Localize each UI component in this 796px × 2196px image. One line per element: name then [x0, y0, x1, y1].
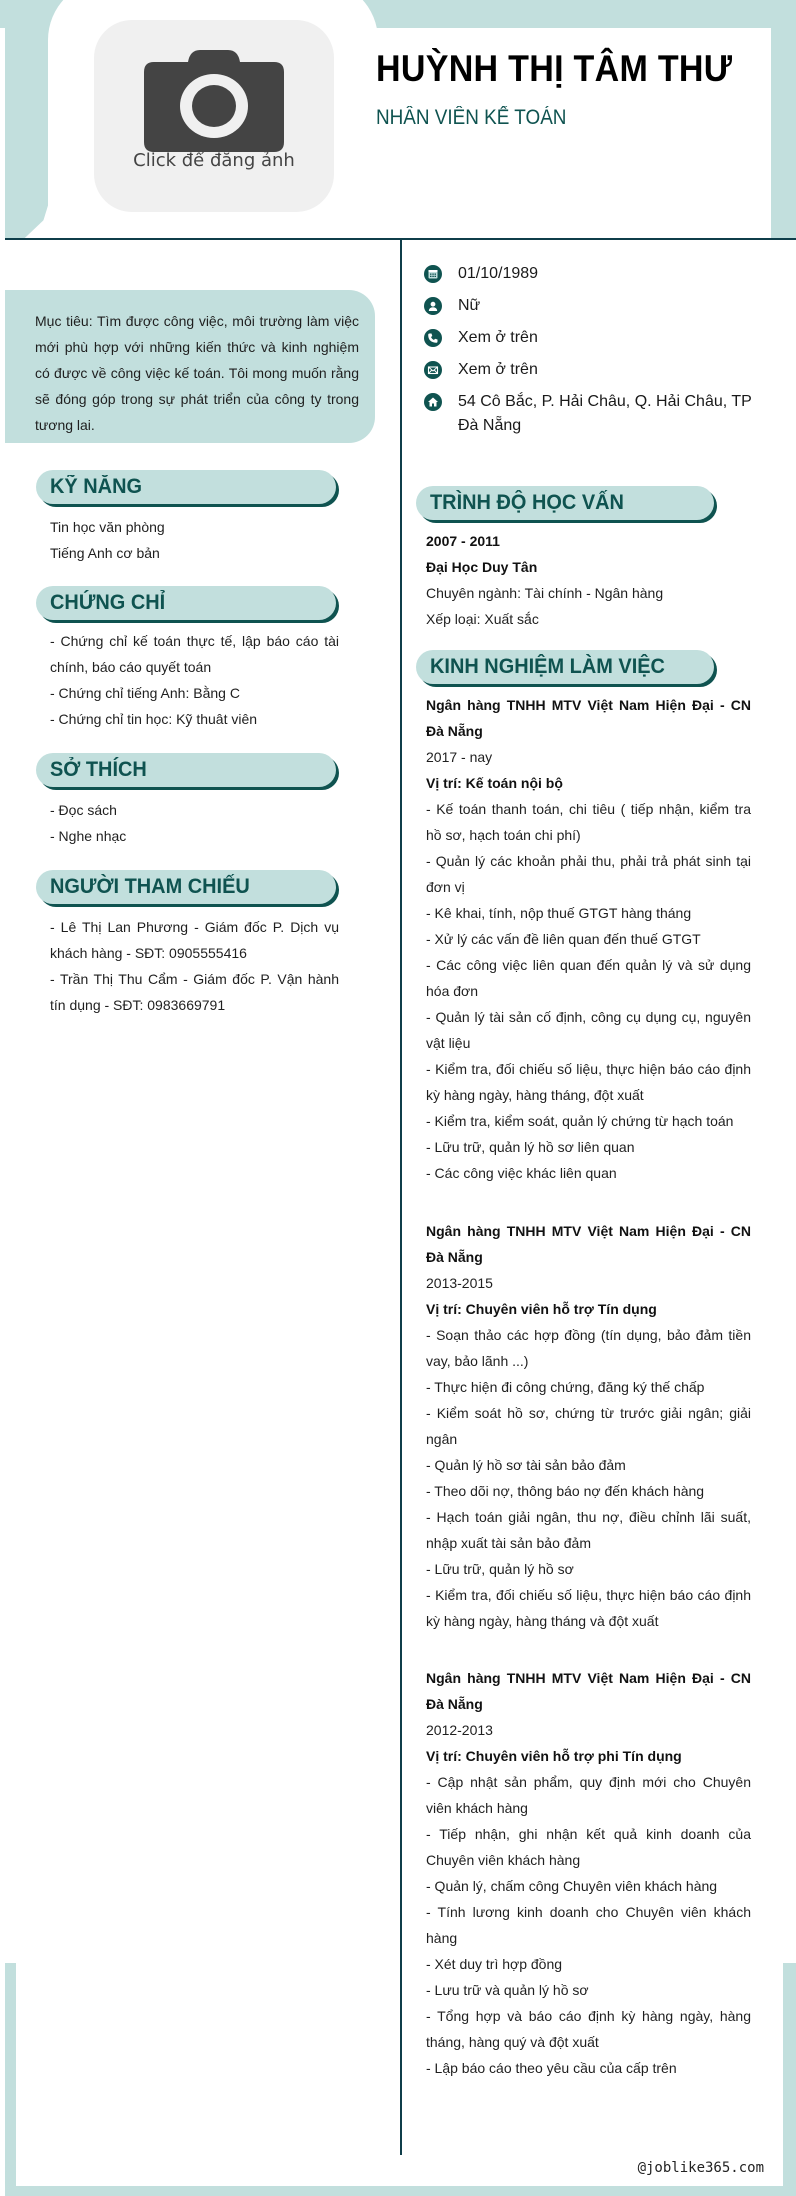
experience-duty: - Lưu trữ và quản lý hồ sơ — [426, 1982, 589, 1998]
experience-duty: - Xét duy trì hợp đồng — [426, 1956, 563, 1972]
reference-item: - Trần Thị Thu Cẩm - Giám đốc P. Vận hành tín dụng - SĐT: 0983669791 — [50, 971, 339, 1013]
experience-period: 2017 - nay — [426, 749, 493, 765]
job-title: NHÂN VIÊN KẾ TOÁN — [376, 106, 567, 129]
candidate-name: HUỲNH THỊ TÂM THƯ — [376, 48, 733, 89]
section-heading-certificates — [36, 586, 336, 620]
contact-birthday — [424, 262, 764, 286]
certificates-list — [50, 628, 339, 732]
experience-company: Ngân hàng TNHH MTV Việt Nam Hiện Đại - CN Đà Nẵng — [426, 697, 751, 739]
experience-duty: - Tiếp nhận, ghi nhận kết quả kinh doanh của Chuyên viên khách hàng — [426, 1826, 751, 1868]
experience-duty: - Kiểm tra, kiểm soát, quản lý chứng từ hạch toán — [426, 1113, 734, 1129]
skills-list — [50, 514, 339, 566]
experience-position: Vị trí: Chuyên viên hỗ trợ Tín dụng — [426, 1301, 657, 1317]
experience-duty: - Lữu trữ, quản lý hồ sơ liên quan — [426, 1139, 635, 1155]
experience-duty: - Thực hiện đi công chứng, đăng ký thế chấp — [426, 1379, 705, 1395]
user-icon — [424, 297, 442, 315]
contact-gender-value: Nữ — [458, 297, 481, 314]
experience-duty: - Soạn thảo các hợp đồng (tín dụng, bảo đảm tiền vay, bảo lãnh ...) — [426, 1327, 751, 1369]
certificate-item: - Chứng chỉ tiếng Anh: Bằng C — [50, 685, 240, 701]
footer-frame-left — [5, 1963, 16, 2196]
experience-duty: - Tổng hợp và báo cáo định kỳ hàng ngày, hàng tháng, hàng quý và đột xuất — [426, 2008, 751, 2050]
experience-company: Ngân hàng TNHH MTV Việt Nam Hiện Đại - CN Đà Nẵng — [426, 1223, 751, 1265]
experience-duty: - Xử lý các vấn đề liên quan đến thuế GTGT — [426, 931, 701, 947]
experience-duty: - Kiểm tra, đối chiếu số liệu, thực hiện báo cáo định kỳ hàng ngày, hàng tháng và đột xuất — [426, 1587, 751, 1629]
hobbies-list — [50, 797, 339, 849]
contact-gender — [424, 294, 764, 318]
contact-address-value: 54 Cô Bắc, P. Hải Châu, Q. Hải Châu, TP Đà Nẵng — [458, 393, 752, 434]
contact-birthday-value: 01/10/1989 — [458, 265, 539, 282]
home-icon — [424, 393, 442, 411]
experience-duty: - Quản lý, chấm công Chuyên viên khách hàng — [426, 1878, 718, 1894]
experience-entry — [426, 1665, 751, 2081]
photo-upload-button[interactable] — [94, 20, 334, 212]
section-heading-hobbies — [36, 753, 336, 787]
reference-item: - Lê Thị Lan Phương - Giám đốc P. Dịch vụ khách hàng - SĐT: 0905555416 — [50, 919, 339, 961]
references-list — [50, 914, 339, 1018]
experience-duty: - Kiểm tra, đối chiếu số liệu, thực hiện báo cáo định kỳ hàng ngày, hàng tháng, đột xuất — [426, 1061, 751, 1103]
header-band-right — [771, 0, 796, 238]
experience-duty: - Cập nhật sản phẩm, quy định mới cho Chuyên viên khách hàng — [426, 1774, 751, 1816]
certificate-item: - Chứng chỉ kế toán thực tế, lập báo cáo tài chính, báo cáo quyết toán — [50, 633, 339, 675]
contact-address — [424, 390, 764, 438]
experience-position: Vị trí: Kế toán nội bộ — [426, 775, 563, 791]
contact-phone-value[interactable]: Xem ở trên — [458, 329, 538, 346]
experience-duty: - Các công việc liên quan đến quản lý và sử dụng hóa đơn — [426, 957, 751, 999]
experience-position: Vị trí: Chuyên viên hỗ trợ phi Tín dụng — [426, 1748, 682, 1764]
section-heading-references — [36, 870, 336, 904]
hobby-item: - Đọc sách — [50, 802, 117, 818]
section-heading-skills — [36, 470, 336, 504]
experience-duty: - Hạch toán giải ngân, thu nợ, điều chỉnh lãi suất, nhập xuất tài sản bảo đảm — [426, 1509, 751, 1551]
contact-list — [424, 262, 764, 446]
experience-duty: - Kế toán thanh toán, chi tiêu ( tiếp nhận, kiểm tra hồ sơ, hạch toán chi phí) — [426, 801, 751, 843]
education-grade: Xếp loại: Xuất sắc — [426, 611, 539, 627]
section-title: KỸ NĂNG — [50, 475, 143, 498]
contact-email — [424, 358, 764, 382]
section-heading-education — [416, 486, 714, 520]
footer-frame-bottom — [5, 2186, 796, 2196]
experience-duty: - Quản lý tài sản cố định, công cụ dụng cụ, nguyên vật liệu — [426, 1009, 751, 1051]
experience-entry — [426, 1218, 751, 1634]
skill-item: Tiếng Anh cơ bản — [50, 545, 160, 561]
skill-item: Tin học văn phòng — [50, 519, 165, 535]
contact-phone — [424, 326, 764, 350]
experience-duty: - Kê khai, tính, nộp thuế GTGT hàng tháng — [426, 905, 692, 921]
camera-icon — [142, 48, 286, 152]
experience-duty: - Quản lý các khoản phải thu, phải trả phát sinh tại đơn vị — [426, 853, 751, 895]
experience-duty: - Lữu trữ, quản lý hồ sơ — [426, 1561, 574, 1577]
experience-company: Ngân hàng TNHH MTV Việt Nam Hiện Đại - CN Đà Nẵng — [426, 1670, 751, 1712]
footer-frame-right — [783, 1963, 796, 2196]
section-title: TRÌNH ĐỘ HỌC VẤN — [430, 491, 624, 514]
hobby-item: - Nghe nhạc — [50, 828, 127, 844]
section-title: KINH NGHIỆM LÀM VIỆC — [430, 655, 665, 678]
experience-period: 2013-2015 — [426, 1275, 493, 1291]
phone-icon — [424, 329, 442, 347]
education-major: Chuyên ngành: Tài chính - Ngân hàng — [426, 585, 664, 601]
experience-period: 2012-2013 — [426, 1722, 493, 1738]
career-objective: Mục tiêu: Tìm được công việc, môi trường làm việc mới phù hợp với những kiến thức và kinh nghiệm có được về công việc kế toán. Tôi mong muốn rằng sẽ đóng góp trong sự phát triển của công ty trong tương lai. — [5, 290, 375, 443]
watermark: @joblike365.com — [637, 2160, 764, 2176]
certificate-item: - Chứng chỉ tin học: Kỹ thuât viên — [50, 711, 258, 727]
experience-duty: - Các công việc khác liên quan — [426, 1165, 617, 1181]
education-school: Đại Học Duy Tân — [426, 559, 538, 575]
section-title: SỞ THÍCH — [50, 758, 147, 781]
photo-upload-label: Click để đăng ảnh — [133, 150, 295, 171]
experience-duty: - Lập báo cáo theo yêu cầu của cấp trên — [426, 2060, 677, 2076]
section-title: NGƯỜI THAM CHIẾU — [50, 875, 250, 898]
experience-entry — [426, 692, 751, 1186]
calendar-icon — [424, 265, 442, 283]
experience-duty: - Quản lý hồ sơ tài sản bảo đảm — [426, 1457, 626, 1473]
section-title: CHỨNG CHỈ — [50, 591, 166, 614]
column-divider — [400, 240, 402, 2155]
section-heading-experience — [416, 650, 714, 684]
contact-email-value[interactable]: Xem ở trên — [458, 361, 538, 378]
experience-duty: - Tính lương kinh doanh cho Chuyên viên khách hàng — [426, 1904, 751, 1946]
education-entry — [426, 528, 751, 632]
experience-duty: - Theo dõi nợ, thông báo nợ đến khách hàng — [426, 1483, 705, 1499]
education-period: 2007 - 2011 — [426, 533, 500, 549]
mail-icon — [424, 361, 442, 379]
experience-duty: - Kiểm soát hồ sơ, chứng từ trước giải ngân; giải ngân — [426, 1405, 751, 1447]
